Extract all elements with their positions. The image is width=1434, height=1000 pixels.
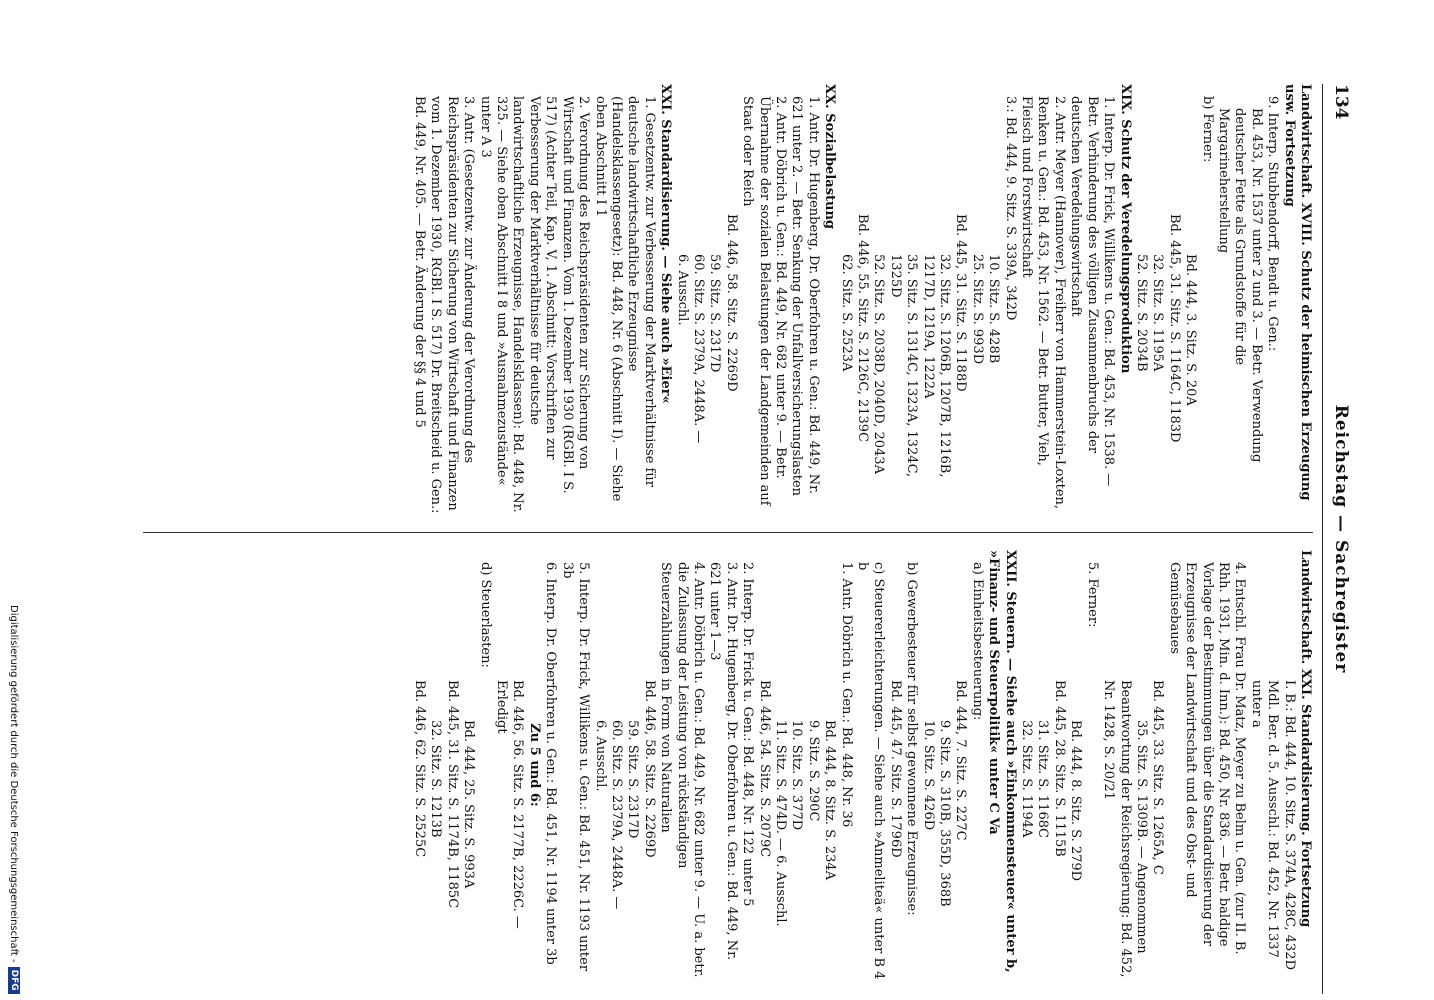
index-entry: Bd. 446, 55. Sitz. S. 2126C, 2139C: [855, 214, 871, 442]
index-entry: 4. Entschl. Frau Dr. Matz, Meyer zu Belm u. Gen. (zur II. B. Rhh. 1931, Min. d. Inn.): Bd. 450, Nr. 836. — Betr. baldige Vorlage der Bestimmungen über die Standardisierung der Erzeugnisse der Landwirtschaft und des Obst- und Gemüsebaues: [1166, 562, 1248, 955]
index-entry: 3. Antr. (Gesetzentw. zur Änderung der Verordnung des Reichspräsidenten zur Sicherung von Wirtschaft und Finanzen vom 1. Dezember 1930, RGBl. I S. 517) Dr. Breitscheid u. Gen.: Bd. 449, Nr. 405. — Betr. Änderung der §§ 4 und 5: [412, 96, 477, 514]
index-entry: 1. Interp. Dr. Frick, Willikens u. Gen.: Bd. 453, Nr. 1538. — Betr. Verhinderung des völligen Zusammenbruchs der deutschen Veredelungswirtschaft: [1068, 96, 1117, 487]
index-entry: 1. Gesetzentw. zur Verbesserung der Marktverhältnisse für deutsche landwirtschaftliche Erzeugnisse (Handelsklassengesetz): Bd. 448, Nr. 6 (Abschnitt I). — Siehe oben Abschnitt I 1: [592, 96, 657, 502]
index-entry: 5. Interp. Dr. Frick, Willikens u. Gen.: Bd. 451, Nr. 1193 unter 3b: [559, 562, 592, 972]
index-entry: Landwirtschaft. XVIII. Schutz der heimischen Erzeugung usw. Fortsetzung: [1281, 84, 1313, 501]
index-entry: Bd. 446, 58. Sitz. S. 2269D: [641, 680, 657, 858]
header-rule: [1322, 84, 1323, 994]
index-entry: 52. Sitz. S. 2038D, 2040D, 2043A: [871, 254, 887, 475]
index-entry: 2. Antr. Döbrich u. Gen.: Bd. 449, Nr. 682 unter 9. — Betr. Übernahme der sozialen Belastungen der Landgemeinden auf Staat oder Reich: [740, 96, 788, 506]
index-entry: I. B.: Bd. 444, 10. Sitz. S. 374A, 428C, 432D: [1281, 680, 1297, 970]
index-entry: 9. Sitz. S. 290C: [805, 720, 821, 822]
index-entry: Bd. 446, 54. Sitz. S. 2079C: [756, 680, 772, 858]
index-entry: 2. Verordnung des Reichspräsidenten zur Sicherung von Wirtschaft und Finanzen. Vom 1. Dezember 1930 (RGBl. I S. 517) (Achter Teil, Kap. V, 1. Abschnitt: Vorschriften zur Verbesserung der Marktverhältnisse für deutsche landwirtschaftliche Erzeugnisse, Handelsklassen): Bd. 448, Nr. 325. — Siehe oben Abschnitt I 8 und »Ausnahmezustände« unter A 3: [477, 96, 592, 513]
index-entry: Bd. 445, 31. Sitz. S. 1164C, 1183D: [1166, 214, 1182, 443]
running-title: Reichstag — Sachregister: [1331, 404, 1351, 674]
index-entry: Bd. 446, 62. Sitz. S. 2525C: [412, 680, 428, 858]
index-entry: 32. Sitz. S. 1194A: [1019, 720, 1035, 838]
index-entry: 1. Antr. Döbrich u. Gen.: Bd. 448, Nr. 36: [838, 562, 854, 828]
index-entry: Bd. 453, Nr. 1537 unter 2 und 3. — Betr. Verwendung deutscher Fette als Grundstoffe für die Margarineherstellung: [1215, 108, 1264, 463]
index-entry: 4. Antr. Döbrich u. Gen.: Bd. 449, Nr. 682 unter 9. — U. a. betr. die Zulassung der Leistung von rückständigen Steuerzahlungen in Form von Naturalien: [658, 562, 706, 978]
dfg-logo: DFG: [8, 967, 20, 994]
index-entry: 35. Sitz. S. 1314C, 1323A, 1324C, 1325D: [887, 254, 920, 478]
index-entry: 25. Sitz. S. 993D: [969, 254, 985, 365]
index-entry: 11. Sitz. S. 474D. — 6. Ausschl.: [773, 720, 788, 927]
index-entry: 9. Interp. Stubbendorff, Bendt u. Gen.:: [1265, 96, 1281, 352]
index-entry: Bd. 446, 56. Sitz. S. 2177B, 2226C. — Erledigt: [494, 680, 526, 929]
index-entry: Bd. 446, 58. Sitz. S. 2269D: [723, 214, 739, 392]
index-entry: 10. Sitz. S. 426D: [920, 720, 936, 831]
index-entry: Bd. 445, 31. Sitz. S. 1174B, 1185C: [444, 680, 460, 909]
index-entry: Bd. 444, 8. Sitz. S. 234A: [822, 720, 838, 881]
column-divider: [143, 532, 1313, 533]
index-entry: 2. Interp. Dr. Frick u. Gen.: Bd. 448, Nr. 122 unter 5: [740, 562, 756, 907]
index-entry: Bd. 445, 28. Sitz. S. 1115B: [1051, 680, 1067, 857]
index-entry: 6. Interp. Dr. Oberfohren u. Gen.: Bd. 451, Nr. 1194 unter 3b: [543, 562, 559, 965]
index-entry: Bd. 445, 33. Sitz. S. 1265A, C: [1150, 680, 1166, 875]
index-entry: XX. Sozialbelastung: [822, 84, 838, 230]
index-entry: 32. Sitz. S. 1195A: [1150, 254, 1166, 372]
index-entry: 3. Antr. Dr. Hugenberg, Dr. Oberfohren u. Gen.: Bd. 449, Nr. 621 unter 1—3: [707, 562, 739, 960]
index-entry: b) Ferner:: [1199, 96, 1215, 163]
index-entry: 59. Sitz. S. 2317D: [707, 254, 723, 373]
index-entry: 35. Sitz. S. 1309B. — Angenommen: [1133, 720, 1149, 954]
index-entry: 32. Sitz. S. 1213B: [428, 720, 444, 838]
index-entry: Bd. 444, 3. Sitz. S. 20A: [1183, 254, 1199, 406]
index-entry: 1. Antr. Dr. Hugenberg, Dr. Oberfohren u. Gen.: Bd. 449, Nr. 621 unter 2. — Betr. Senkung der Unfallversicherungslasten: [789, 96, 821, 497]
index-entry: d) Steuerlasten:: [477, 562, 493, 668]
index-entry: Bd. 445, 31. Sitz. S. 1188D: [953, 214, 969, 392]
index-entry: 32. Sitz. S. 1206B, 1207B, 1216B, 1217D, 1219A, 1222A: [920, 254, 953, 478]
index-entry: 6. Ausschl.: [674, 254, 690, 326]
index-entry: 2. Antr. Meyer (Hannover), Freiherr von Hammerstein-Loxten, Renken u. Gen.: Bd. 453, Nr. 1562. — Betr. Butter, Vieh, Fleisch und Forstwirtschaft: [1019, 96, 1067, 510]
right-column: [411, 550, 1313, 980]
index-entry: Zu 5 und 6:: [526, 723, 542, 807]
index-entry: 52. Sitz. S. 2034B: [1133, 254, 1149, 372]
page-number: 134: [1331, 84, 1351, 120]
index-entry: 10. Sitz. S. 428B: [986, 254, 1002, 364]
index-entry: 5. Ferner:: [1084, 562, 1100, 628]
credit-text: Digitalisierung gefördert durch die Deutsche Forschungsgemeinschaft -: [8, 605, 19, 963]
left-column: [411, 84, 1313, 514]
index-entry: Bd. 444, 7. Sitz. S. 227C: [953, 680, 969, 841]
index-entry: a) Einheitsbesteuerung:: [969, 562, 985, 721]
index-entry: c) Steuererleichterungen. — Siehe auch »Anmeliteä« unter B 4 b: [855, 562, 887, 980]
index-entry: Landwirtschaft. XXI. Standardisierung. Fortsetzung: [1298, 550, 1313, 928]
index-entry: XXII. Steuern. — Siehe auch »Einkommensteuer« unter b, »Finanz- und Steuerpolitik« unter C Va: [986, 550, 1018, 973]
index-entry: Beantwortung der Reichsregierung: Bd. 452, Nr. 1428, S. 20/21: [1101, 680, 1133, 978]
index-entry: Bd. 444, 25. Sitz. S. 993A: [461, 720, 477, 889]
index-entry: 60. Sitz. S. 2379A, 2448A. —: [608, 720, 624, 910]
index-entry: 6. Ausschl.: [592, 720, 608, 792]
index-entry: XXI. Standardisierung. — Siehe auch »Eier«: [658, 84, 674, 404]
index-entry: 59. Sitz. S. 2317D: [625, 720, 641, 839]
index-entry: 3.: Bd. 444, 9. Sitz. S. 339A, 342D: [1002, 96, 1018, 321]
index-entry: 9. Sitz. S. 310B, 355D, 368B: [937, 720, 953, 907]
index-entry: Bd. 445, 47. Sitz. S. 1796D: [887, 680, 903, 858]
index-entry: 10. Sitz. S. 377D: [789, 720, 805, 831]
index-entry: Mdl. Ber. d. 5. Ausschl.: Bd. 452, Nr. 1337 unter a: [1248, 680, 1281, 958]
digitization-credit: [6, 605, 20, 995]
index-entry: XIX. Schutz der Veredelungsproduktion: [1117, 84, 1133, 374]
index-entry: b) Gewerbesteuer für selbst gewonnene Erzeugnisse:: [904, 562, 920, 916]
index-entry: 31. Sitz. S. 1168C: [1035, 720, 1051, 838]
document-page: [127, 84, 1357, 994]
index-entry: 60. Sitz. S. 2379A, 2448A. —: [690, 254, 706, 444]
page-header: [1317, 84, 1357, 994]
index-entry: Bd. 444, 8. Sitz. S. 279D: [1068, 720, 1084, 882]
index-entry: 62. Sitz. S. 2523A: [838, 254, 854, 372]
